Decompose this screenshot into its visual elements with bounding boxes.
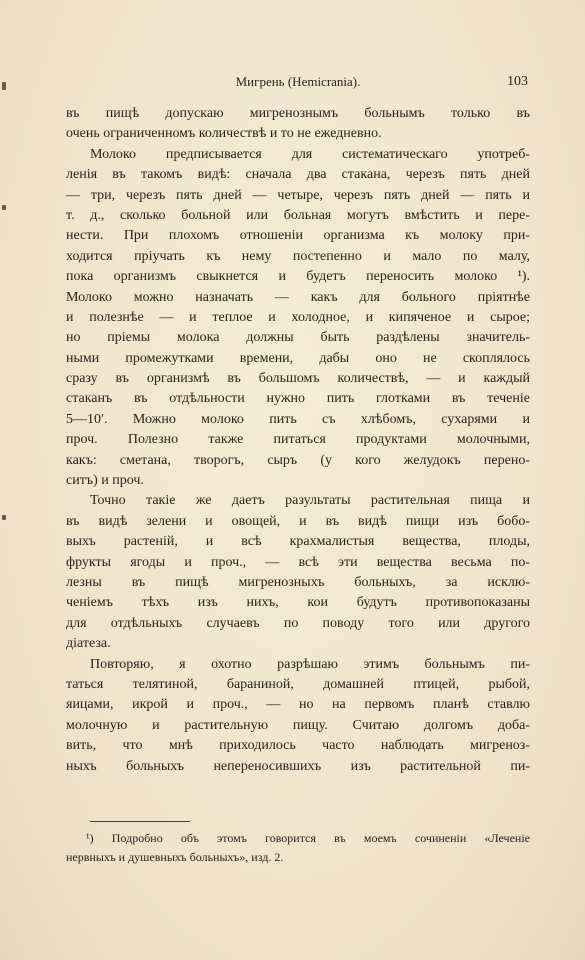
text-line: въ видѣ зелени и овощей, и въ видѣ пищи изъ бобо- (66, 513, 530, 529)
text-line: пока организмъ свыкнется и будетъ переносить молоко ¹). (66, 269, 530, 285)
text-line: ситъ) и проч. (66, 473, 144, 489)
text-line: Повторяю, я охотно разрѣшаю этимъ больнымъ пи- (90, 656, 530, 672)
text-line: Молоко можно назначать — какъ для больного пріятнѣе (66, 289, 530, 305)
text-line: и полезнѣе — и теплое и холодное, и кипяченое и сырое; (66, 309, 530, 325)
text-line: ленія въ такомъ видѣ: сначала два стакана, черезъ пять дней (66, 167, 530, 183)
text-line: таться телятиной, бараниной, домашней птицей, рыбой, (66, 676, 530, 692)
text-line: 5—10′. Можно молоко пить съ хлѣбомъ, сухарями и (66, 411, 530, 427)
text-line: ными промежутками времени, дабы оно не скоплялось (66, 350, 530, 366)
text-line: очень ограниченномъ количествѣ и то не ежедневно. (66, 126, 382, 142)
text-line: сразу въ организмѣ въ большомъ количествѣ, — и каждый (66, 371, 530, 387)
text-line: т. д., сколько больной или больная могутъ вмѣстить и пере- (66, 207, 530, 223)
text-line: проч. Полезно также питаться продуктами молочными, (66, 432, 530, 448)
text-line: молочную и растительную пищу. Считаю долгомъ доба- (66, 717, 530, 733)
text-line: Молоко предписывается для систематическаго употреб- (90, 146, 530, 162)
text-line: яицами, икрой и проч., — но на первомъ планѣ ставлю (66, 697, 530, 713)
text-line: лезны въ пищѣ мигренозныхъ больныхъ, за исклю- (66, 574, 530, 590)
text-line: — три, черезъ пять дней — четыре, черезъ пять дней — пять и (66, 187, 530, 203)
footnote-line: ¹) Подробно объ этомъ говорится въ моемъ сочиненіи «Леченіе (86, 831, 530, 845)
text-line: вить, что мнѣ приходилось часто наблюдать мигреноз- (66, 738, 530, 754)
text-line: ходится пріучать къ нему постепенно и мало по малу, (66, 248, 530, 264)
text-line: ныхъ больныхъ непереносившихъ изъ растительной пи- (66, 758, 530, 774)
footnote-divider (90, 821, 190, 822)
text-line: въ пищѣ допускаю мигренознымъ больнымъ только въ (66, 106, 530, 121)
text-line: для отдѣльныхъ случаевъ по поводу того или другого (66, 615, 530, 631)
text-line: выхъ растеній, и всѣ крахмалистыя вещества, плоды, (66, 534, 530, 550)
margin-mark (2, 205, 6, 210)
text-line: діатеза. (66, 636, 111, 652)
text-line: стаканъ въ отдѣльности нужно пить глотками въ теченіе (66, 391, 530, 407)
text-line: фрукты ягоды и проч., — всѣ эти вещества весьма по- (66, 554, 530, 570)
page-number: 103 (507, 74, 528, 89)
running-title: Мигрень (Hemicrania). (235, 74, 361, 89)
body-text (66, 104, 530, 777)
text-line: ченіемъ тѣхъ изъ нихъ, кои будутъ противопоказаны (66, 595, 530, 611)
margin-mark (2, 82, 6, 90)
margin-mark (2, 515, 6, 520)
text-line: но пріемы молока должны быть раздѣлены значитель- (66, 330, 530, 346)
footnote (66, 829, 530, 867)
text-line: нести. При плохомъ отношеніи организма къ молоку при- (66, 228, 530, 244)
footnote-line: нервныхъ и душевныхъ больныхъ», изд. 2. (66, 850, 284, 864)
text-line: Точно такіе же даетъ разультаты растительная пища и (90, 493, 530, 509)
page-header (68, 74, 528, 94)
text-line: какъ: сметана, творогъ, сыръ (у кого желудокъ перено- (66, 452, 530, 468)
